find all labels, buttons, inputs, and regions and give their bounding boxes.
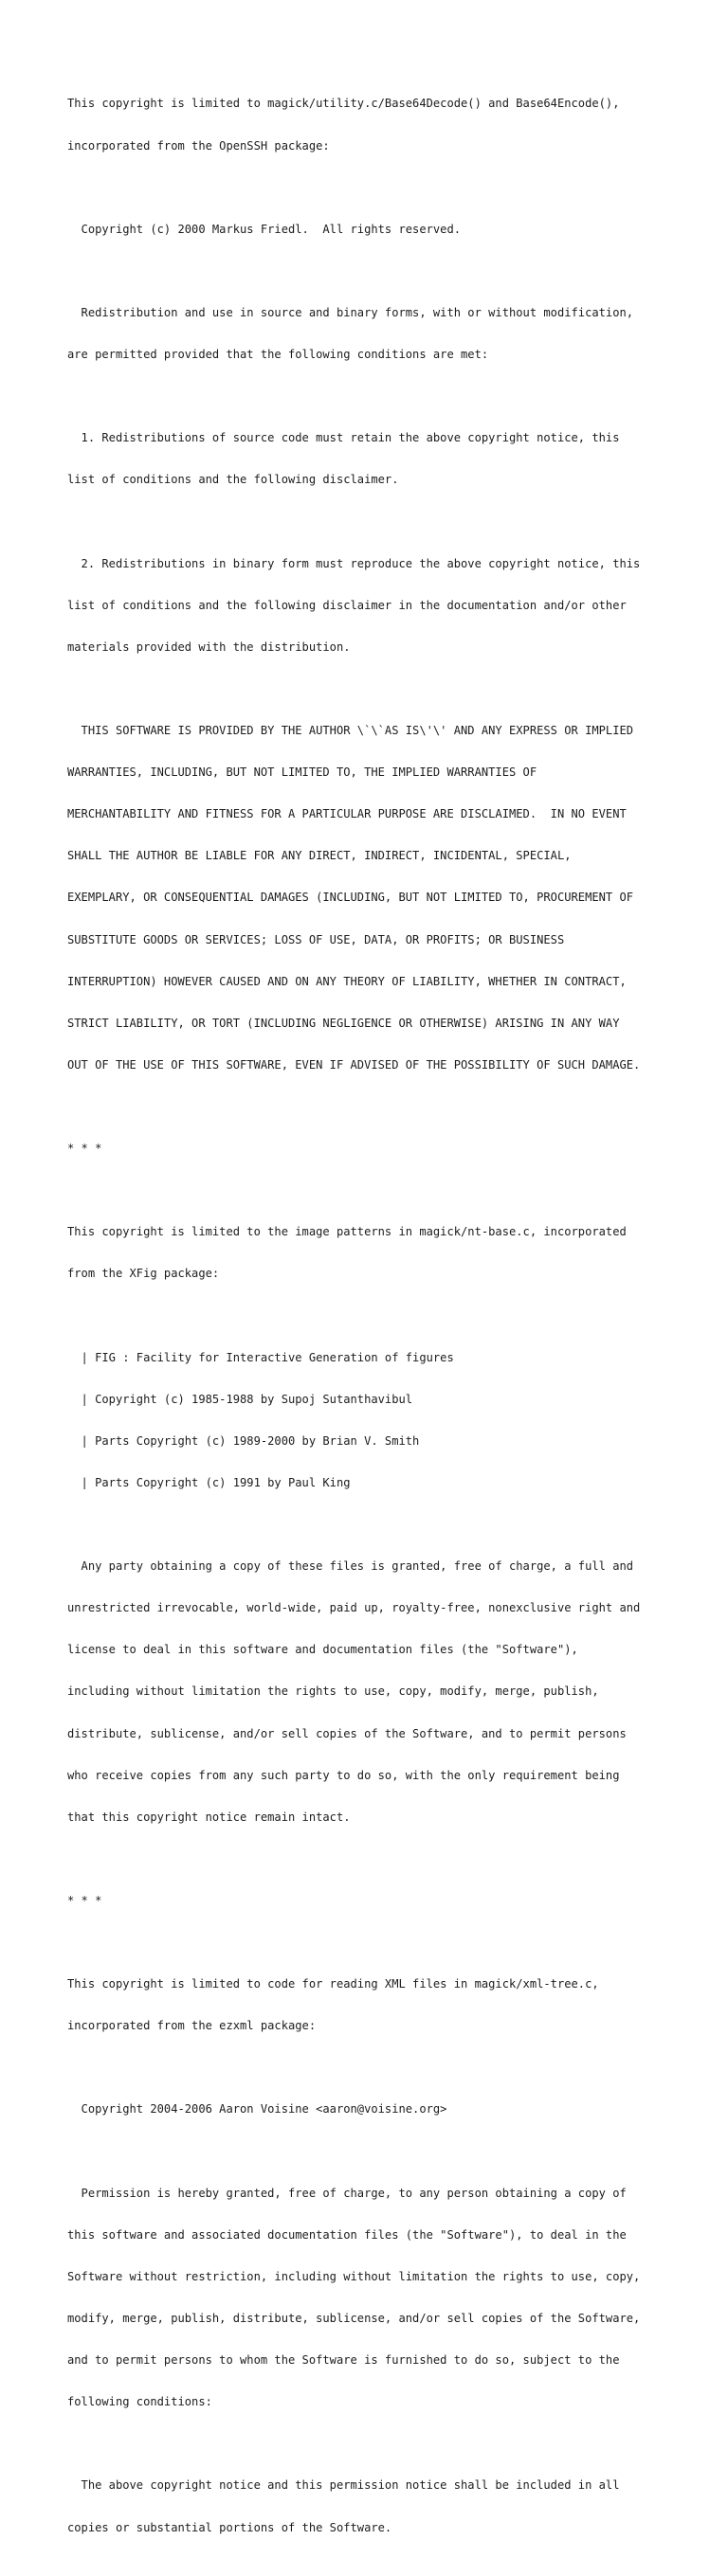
- paragraph-condition-1: [67, 404, 693, 515]
- text-line: The above copyright notice and this permission notice shall be included in all: [67, 2478, 620, 2493]
- text-line: | Parts Copyright (c) 1991 by Paul King: [67, 1475, 351, 1489]
- separator-text: * * *: [67, 1893, 102, 1907]
- text-line: from the XFig package:: [67, 1267, 220, 1281]
- paragraph-ezxml-notice: [67, 2451, 693, 2563]
- text-line: list of conditions and the following disclaimer in the documentation and/or other: [67, 598, 627, 612]
- paragraph-ezxml-permission: [67, 2158, 693, 2437]
- text-line: | Parts Copyright (c) 1989-2000 by Brian V. Smith: [67, 1433, 420, 1448]
- text-line: Copyright (c) 2000 Markus Friedl. All rights reserved.: [67, 222, 462, 236]
- text-line: following conditions:: [67, 2395, 212, 2409]
- text-line: list of conditions and the following disclaimer.: [67, 473, 399, 487]
- text-line: Copyright 2004-2006 Aaron Voisine <aaron@voisine.org>: [67, 2102, 447, 2117]
- text-line: 2. Redistributions in binary form must reproduce the above copyright notice, this: [67, 556, 641, 570]
- text-line: MERCHANTABILITY AND FITNESS FOR A PARTICULAR PURPOSE ARE DISCLAIMED. IN NO EVENT: [67, 807, 627, 821]
- paragraph-xfig-copyrights: [67, 1323, 693, 1518]
- section-separator: [67, 1114, 693, 1184]
- separator-text: * * *: [67, 1142, 102, 1156]
- paragraph-redistribution: [67, 279, 693, 390]
- text-line: WARRANTIES, INCLUDING, BUT NOT LIMITED TO, THE IMPLIED WARRANTIES OF: [67, 766, 537, 780]
- text-line: EXEMPLARY, OR CONSEQUENTIAL DAMAGES (INCLUDING, BUT NOT LIMITED TO, PROCUREMENT OF: [67, 891, 634, 905]
- text-line: This copyright is limited to the image patterns in magick/nt-base.c, incorporated: [67, 1225, 627, 1239]
- text-line: including without limitation the rights to use, copy, modify, merge, publish,: [67, 1684, 599, 1699]
- text-line: | Copyright (c) 1985-1988 by Supoj Sutanthavibul: [67, 1392, 413, 1406]
- paragraph-xfig-license: [67, 1532, 693, 1852]
- text-line: This copyright is limited to magick/utility.c/Base64Decode() and Base64Encode(),: [67, 97, 620, 111]
- section-separator: [67, 1866, 693, 1937]
- text-line: license to deal in this software and documentation files (the "Software"),: [67, 1643, 578, 1657]
- text-line: This copyright is limited to code for reading XML files in magick/xml-tree.c,: [67, 1977, 599, 1991]
- text-line: incorporated from the ezxml package:: [67, 2019, 317, 2033]
- text-line: who receive copies from any such party to do so, with the only requirement being: [67, 1768, 620, 1782]
- text-line: Software without restriction, including without limitation the rights to use, copy,: [67, 2269, 641, 2283]
- paragraph-openssh-intro: [67, 69, 693, 181]
- text-line: Permission is hereby granted, free of charge, to any person obtaining a copy of: [67, 2186, 627, 2200]
- text-line: distribute, sublicense, and/or sell copies of the Software, and to permit persons: [67, 1726, 627, 1740]
- text-line: and to permit persons to whom the Software is furnished to do so, subject to the: [67, 2353, 620, 2368]
- paragraph-xfig-intro: [67, 1198, 693, 1309]
- text-line: materials provided with the distribution.: [67, 639, 351, 654]
- paragraph-openssh-copyright: [67, 194, 693, 264]
- text-line: this software and associated documentation files (the "Software"), to deal in the: [67, 2227, 627, 2242]
- text-line: 1. Redistributions of source code must retain the above copyright notice, this: [67, 431, 620, 445]
- text-line: that this copyright notice remain intact.: [67, 1810, 351, 1824]
- text-line: Redistribution and use in source and binary forms, with or without modification,: [67, 305, 634, 319]
- paragraph-ezxml-intro: [67, 1950, 693, 2062]
- text-line: Any party obtaining a copy of these files is granted, free of charge, a full and: [67, 1559, 634, 1574]
- text-line: modify, merge, publish, distribute, sublicense, and/or sell copies of the Software,: [67, 2312, 641, 2325]
- text-line: STRICT LIABILITY, OR TORT (INCLUDING NEGLIGENCE OR OTHERWISE) ARISING IN ANY WAY: [67, 1016, 620, 1030]
- text-line: OUT OF THE USE OF THIS SOFTWARE, EVEN IF ADVISED OF THE POSSIBILITY OF SUCH DAMAGE.: [67, 1057, 641, 1072]
- text-line: THIS SOFTWARE IS PROVIDED BY THE AUTHOR \`\`AS IS\'\' AND ANY EXPRESS OR IMPLIED: [67, 723, 634, 737]
- text-line: SUBSTITUTE GOODS OR SERVICES; LOSS OF USE, DATA, OR PROFITS; OR BUSINESS: [67, 932, 565, 946]
- paragraph-ezxml-copyright: [67, 2075, 693, 2145]
- document-page: [67, 69, 693, 2576]
- text-line: | FIG : Facility for Interactive Generation of figures: [67, 1350, 454, 1364]
- text-line: SHALL THE AUTHOR BE LIABLE FOR ANY DIRECT, INDIRECT, INCIDENTAL, SPECIAL,: [67, 849, 572, 863]
- text-line: copies or substantial portions of the Software.: [67, 2520, 392, 2534]
- text-line: unrestricted irrevocable, world-wide, paid up, royalty-free, nonexclusive right and: [67, 1601, 641, 1615]
- text-line: are permitted provided that the following conditions are met:: [67, 348, 489, 362]
- paragraph-disclaimer: [67, 696, 693, 1100]
- paragraph-condition-2: [67, 529, 693, 682]
- text-line: INTERRUPTION) HOWEVER CAUSED AND ON ANY THEORY OF LIABILITY, WHETHER IN CONTRACT,: [67, 974, 627, 988]
- text-line: incorporated from the OpenSSH package:: [67, 138, 330, 153]
